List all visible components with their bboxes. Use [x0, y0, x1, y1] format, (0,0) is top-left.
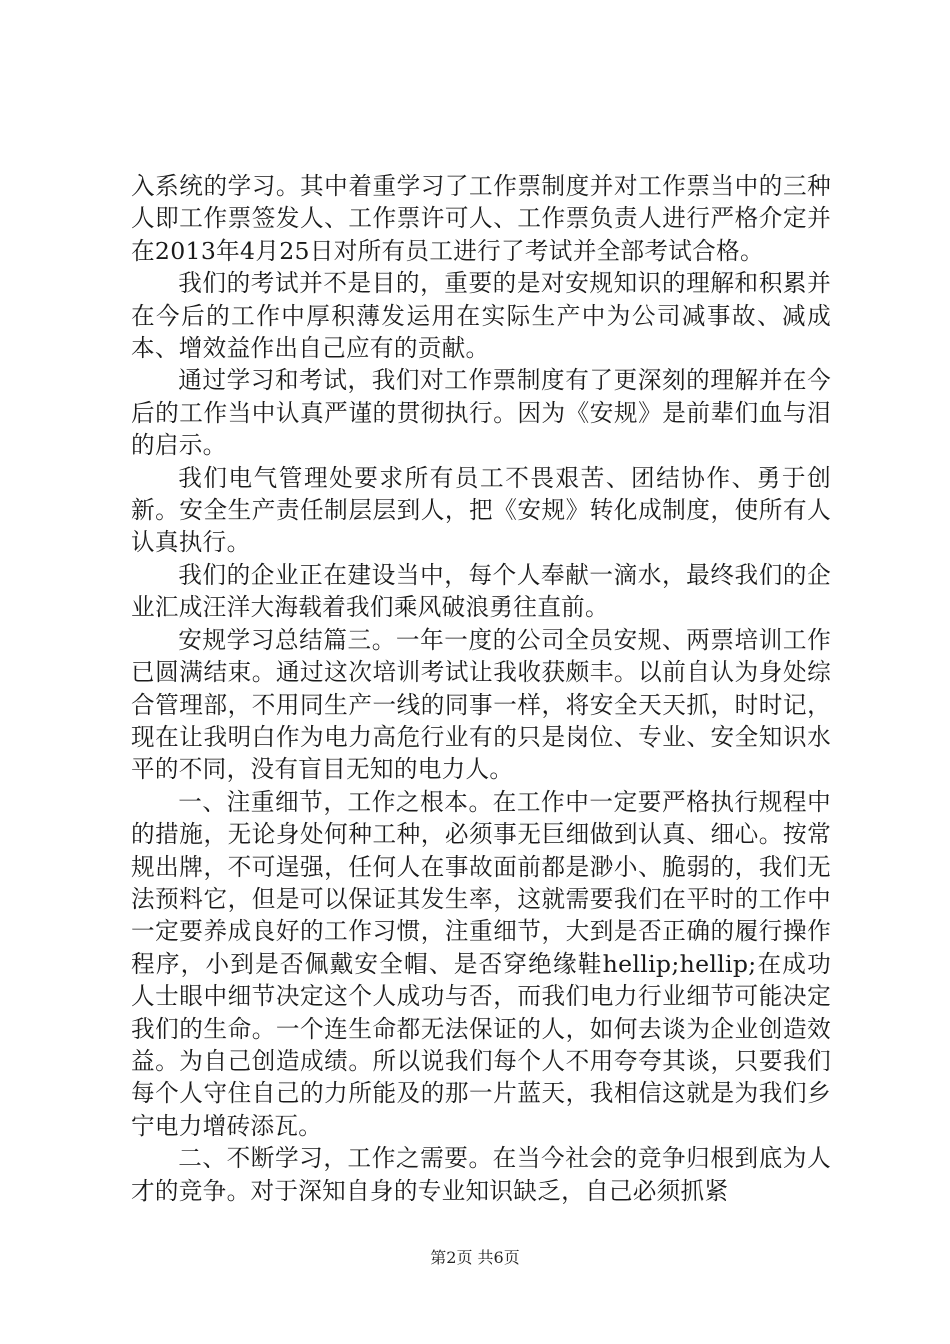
- paragraph-continuation: 入系统的学习。其中着重学习了工作票制度并对工作票当中的三种人即工作票签发人、工作票许可人、工作票负责人进行严格介定并在2013年4月25日对所有员工进行了考试并全部考试合格。: [131, 172, 831, 265]
- paragraph-section-two: 二、不断学习，工作之需要。在当今社会的竞争归根到底为人才的竞争。对于深知自身的专业知识缺乏，自己必须抓紧: [131, 1144, 831, 1205]
- paragraph-electrical-dept: 我们电气管理处要求所有员工不畏艰苦、团结协作、勇于创新。安全生产责任制层层到人，把《安规》转化成制度，使所有人认真执行。: [131, 463, 831, 557]
- paragraph-work-ticket: 通过学习和考试，我们对工作票制度有了更深刻的理解并在今后的工作当中认真严谨的贯彻执行。因为《安规》是前辈们血与泪的启示。: [131, 366, 831, 460]
- paragraph-enterprise: 我们的企业正在建设当中，每个人奉献一滴水，最终我们的企业汇成汪洋大海载着我们乘风破浪勇往直前。: [131, 560, 831, 622]
- document-body: [131, 170, 831, 1207]
- paragraph-summary-three: 安规学习总结篇三。一年一度的公司全员安规、两票培训工作已圆满结束。通过这次培训考试让我收获颇丰。以前自认为身处综合管理部，不用同生产一线的同事一样，将安全天天抓，时时记，现在让我明白作为电力高危行业有的只是岗位、专业、安全知识水平的不同，没有盲目无知的电力人。: [131, 625, 831, 784]
- paragraph-section-one: 一、注重细节，工作之根本。在工作中一定要严格执行规程中的措施，无论身处何种工种，必须事无巨细做到认真、细心。按常规出牌，不可逞强，任何人在事故面前都是渺小、脆弱的，我们无法预料它，但是可以保证其发生率，这就需要我们在平时的工作中一定要养成良好的工作习惯，注重细节，大到是否正确的履行操作程序，小到是否佩戴安全帽、是否穿绝缘鞋hellip;hellip;在成功人士眼中细节决定这个人成功与否，而我们电力行业细节可能决定我们的生命。一个连生命都无法保证的人，如何去谈为企业创造效益。为自己创造成绩。所以说我们每个人不用夸夸其谈，只要我们每个人守住自己的力所能及的那一片蓝天，我相信这就是为我们乡宁电力增砖添瓦。: [131, 787, 831, 1140]
- paragraph-exam-purpose: 我们的考试并不是目的，重要的是对安规知识的理解和积累并在今后的工作中厚积薄发运用在实际生产中为公司减事故、减成本、增效益作出自己应有的贡献。: [131, 269, 831, 363]
- page-number-footer: 第2页 共6页: [430, 1248, 520, 1267]
